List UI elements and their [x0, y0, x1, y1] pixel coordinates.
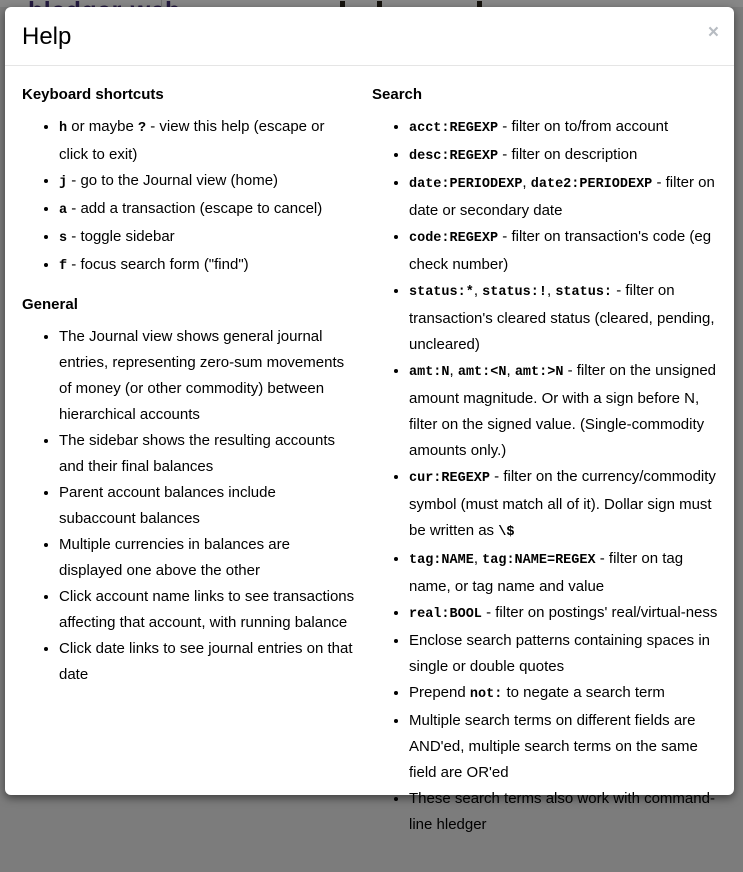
list-item — [409, 224, 718, 278]
code-term: date2:PERIODEXP — [530, 177, 653, 192]
item-text: Prepend — [409, 684, 470, 701]
code-term: date:PERIODEXP — [409, 177, 523, 192]
list-item — [59, 428, 356, 480]
item-text: Enclose search patterns containing spaces in single or double quotes — [409, 632, 711, 675]
code-term: code:REGEXP — [409, 231, 499, 246]
item-text: - filter on tag name, or tag name and value — [409, 550, 684, 595]
item-text: These search terms also work with command-line hledger — [409, 790, 715, 833]
code-term: real:BOOL — [409, 607, 482, 622]
item-text: , — [473, 282, 483, 299]
list-item — [59, 224, 356, 252]
section-heading-keyboard-shortcuts: Keyboard shortcuts — [22, 86, 164, 103]
list-item — [409, 680, 718, 708]
list-item — [59, 584, 356, 636]
item-text: - filter on the unsigned amount magnitude. Or with a sign before N, filter on the signed value. (Single-commodity amounts only.) — [409, 362, 717, 459]
code-term: s — [59, 231, 68, 246]
item-text: The Journal view shows general journal entries, representing zero-sum movements of money (or other commodity) between hierarchical accounts — [59, 328, 345, 423]
code-term: desc:REGEXP — [409, 149, 499, 164]
item-text: or maybe — [67, 118, 138, 135]
close-icon: × — [707, 22, 719, 43]
code-term: amt:>N — [514, 365, 564, 380]
item-text: The sidebar shows the resulting accounts and their final balances — [59, 432, 335, 475]
code-term: a — [59, 203, 68, 218]
code-term: tag:NAME — [409, 553, 474, 568]
code-term: status: — [555, 285, 613, 300]
item-text: , — [522, 174, 531, 191]
code-term: status:* — [409, 285, 474, 300]
left-column — [22, 86, 370, 854]
list-item — [409, 628, 718, 680]
modal-header — [5, 7, 734, 66]
list-item — [59, 324, 356, 428]
general-list — [22, 324, 356, 688]
code-term: h — [59, 121, 68, 136]
item-text: - view this help (escape or click to exit) — [59, 118, 325, 163]
item-text: , — [473, 550, 483, 567]
list-item — [409, 546, 718, 600]
list-item — [409, 464, 718, 546]
code-term: tag:NAME=REGEX — [482, 553, 596, 568]
code-term: amt:<N — [457, 365, 507, 380]
list-item — [409, 114, 718, 142]
keyboard-shortcuts-list — [22, 114, 356, 280]
code-term: \$ — [498, 525, 515, 540]
item-text: - focus search form ("find") — [67, 256, 249, 273]
list-item — [59, 114, 356, 168]
code-term: cur:REGEXP — [409, 471, 491, 486]
code-term: j — [59, 175, 68, 190]
item-text: - filter on description — [498, 146, 638, 163]
code-term: ? — [137, 121, 147, 136]
item-text: Multiple search terms on different fields are AND'ed, multiple search terms on the same field are OR'ed — [409, 712, 698, 781]
list-item — [409, 142, 718, 170]
section-heading-general: General — [22, 296, 78, 313]
modal-title: Help — [22, 23, 72, 50]
list-item — [409, 170, 718, 224]
item-text: Click account name links to see transactions affecting that account, with running balance — [59, 588, 355, 631]
code-term: amt:N — [409, 365, 450, 380]
section-heading-search: Search — [372, 86, 423, 103]
list-item — [409, 358, 718, 464]
modal-backdrop[interactable] — [0, 0, 743, 7]
code-term: status:! — [482, 285, 547, 300]
item-text: - filter on postings' real/virtual-ness — [481, 604, 718, 621]
list-item — [59, 636, 356, 688]
item-text: - filter on date or secondary date — [409, 174, 715, 219]
item-text: - add a transaction (escape to cancel) — [67, 200, 323, 217]
list-item — [59, 532, 356, 584]
background-divider — [161, 0, 162, 7]
item-text: , — [449, 362, 458, 379]
modal-body — [5, 66, 734, 872]
list-item — [409, 786, 718, 838]
item-text: - filter on the currency/commodity symbol (must match all of it). Dollar sign must be written as — [409, 468, 716, 539]
right-column — [370, 86, 718, 854]
item-text: , — [506, 362, 515, 379]
search-list — [372, 114, 718, 838]
item-text: to negate a search term — [502, 684, 665, 701]
list-item — [409, 708, 718, 786]
code-term: acct:REGEXP — [409, 121, 499, 136]
item-text: , — [546, 282, 556, 299]
list-item — [59, 252, 356, 280]
list-item — [409, 600, 718, 628]
item-text: Parent account balances include subaccount balances — [59, 484, 276, 527]
help-modal — [5, 7, 734, 833]
item-text: - filter on transaction's cleared status (cleared, pending, uncleared) — [409, 282, 715, 353]
close-button[interactable] — [708, 23, 719, 42]
list-item — [59, 196, 356, 224]
list-item — [409, 278, 718, 358]
item-text: Multiple currencies in balances are displayed one above the other — [59, 536, 290, 579]
item-text: - toggle sidebar — [67, 228, 175, 245]
code-term: f — [59, 259, 68, 274]
code-term: not: — [469, 687, 503, 702]
item-text: - filter on to/from account — [498, 118, 669, 135]
item-text: - filter on transaction's code (eg check number) — [409, 228, 712, 273]
list-item — [59, 480, 356, 532]
list-item — [59, 168, 356, 196]
item-text: Click date links to see journal entries on that date — [59, 640, 353, 683]
item-text: - go to the Journal view (home) — [67, 172, 279, 189]
